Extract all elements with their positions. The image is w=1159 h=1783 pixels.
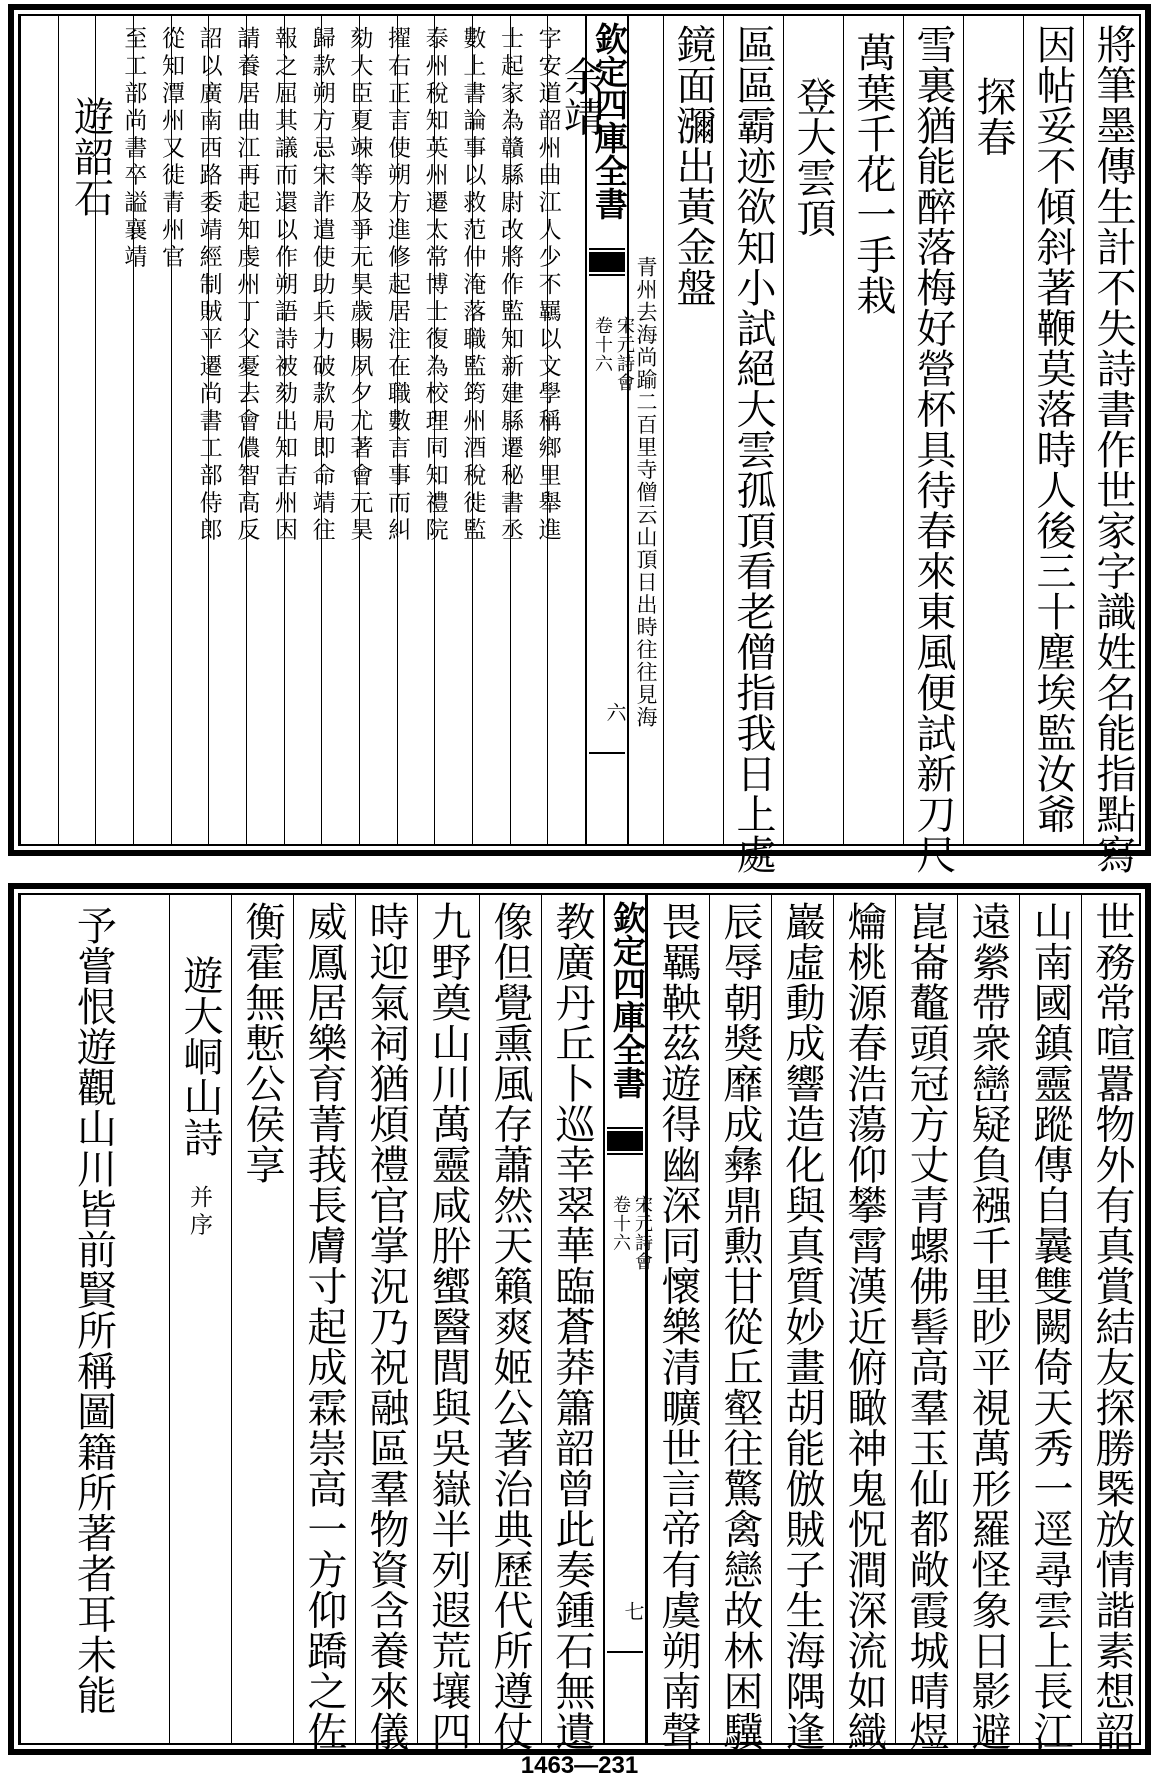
text-column bbox=[663, 16, 723, 844]
poem-column: 威鳳居樂育菁莪長膚寸起成霖崇高一方仰蹻之佐 bbox=[301, 901, 347, 1752]
text-column bbox=[1081, 895, 1143, 1752]
poem-column: 雪裏猶能醉落梅好營杯具待春來東風便試新刀尺 bbox=[910, 24, 956, 875]
page-number-line bbox=[607, 1651, 643, 1653]
biography-line: 劾大臣夏竦等及爭元昊歲賜夙夕尤著會元昊 bbox=[346, 26, 373, 545]
library-title: 欽定四庫全書 bbox=[608, 901, 647, 1099]
text-column bbox=[833, 895, 895, 1752]
fish-tail-mark bbox=[589, 252, 625, 272]
biography-line: 數上書論事以救范仲淹落職監筠州酒稅徙監 bbox=[459, 26, 486, 545]
poem-column: 九野奠山川萬靈咸肸蠁醫閭與吳嶽半列遐荒壤四 bbox=[425, 901, 471, 1752]
volume-number: 卷十六 bbox=[592, 316, 613, 373]
text-column bbox=[293, 895, 355, 1752]
poem-column: 像但覺熏風存蕭然天籟爽姬公著治典歷代所遵仗 bbox=[487, 901, 533, 1752]
poem-column: 區區霸迹欲知小試絕大雲孤頂看老僧指我日上處 bbox=[730, 24, 776, 875]
poem-column: 山南國鎮靈蹤傳自曩雙闕倚天秀一逕尋雲上長江 bbox=[1027, 901, 1073, 1752]
page-number: 六 bbox=[603, 702, 627, 722]
poem-column: 巖虛動成響造化與真質妙畫胡能倣賊子生海隅逢 bbox=[779, 901, 825, 1752]
poem-column: 崑崙鼇頭冠方丈青螺佛髻高羣玉仙都敞霞城晴煜 bbox=[903, 901, 949, 1752]
volume-number: 卷十六 bbox=[610, 1195, 631, 1252]
page-sheet-2 bbox=[8, 883, 1151, 1755]
text-column bbox=[417, 895, 479, 1752]
biography-line: 歸款朔方忌宋詐遣使助兵力破款局即命靖往 bbox=[308, 26, 335, 545]
title-note: 并序 bbox=[186, 1185, 212, 1240]
poem-column: 登大雲頂 bbox=[790, 76, 836, 238]
poem-column: 衡霍無慙公侯享 bbox=[239, 901, 285, 1185]
biography-line: 擢右正言使朔方進修起居注在職數言事而糾 bbox=[384, 26, 410, 545]
text-column bbox=[709, 895, 771, 1752]
book-title: 宋元詩會 bbox=[632, 1195, 653, 1271]
fish-tail-line bbox=[607, 1153, 643, 1163]
text-column bbox=[957, 895, 1019, 1752]
text-column bbox=[541, 895, 603, 1752]
biography-line: 請養居曲江再起知虔州丁父憂去會儂智高反 bbox=[233, 26, 260, 545]
book-title: 宋元詩會 bbox=[614, 316, 635, 392]
text-column bbox=[231, 895, 293, 1743]
page-frame-2 bbox=[18, 893, 1141, 1752]
text-column bbox=[1019, 895, 1081, 1752]
poem-column: 探春 bbox=[970, 76, 1016, 157]
poem-column: 遠縈帶衆巒疑負襁千里眇平視萬形羅怪象日影避 bbox=[965, 901, 1011, 1752]
text-column bbox=[20, 895, 169, 1743]
text-column bbox=[895, 895, 957, 1752]
poem-column: 爚桃源春浩蕩仰攀霄漢近俯瞰神鬼怳澗深流如織 bbox=[841, 901, 887, 1752]
biography-line: 字安道韶州曲江人少不羈以文學稱鄉里舉進 bbox=[534, 26, 561, 545]
text-column bbox=[647, 895, 709, 1752]
poem-column: 萬葉千花一手栽 bbox=[850, 32, 896, 316]
poem-column: 因帖妥不傾斜著鞭莫落時人後三十塵埃監汝爺 bbox=[1030, 24, 1076, 834]
text-column bbox=[771, 895, 833, 1752]
section-title: 遊大峒山詩 bbox=[177, 955, 223, 1158]
section-title: 余靖 bbox=[557, 56, 604, 137]
biography-line: 士起家為贛縣尉改將作監知新建縣遷秘書丞 bbox=[497, 26, 523, 545]
biography-line: 報之屈其議而還以作朔語詩被劾出知吉州因 bbox=[271, 26, 297, 545]
text-column bbox=[783, 16, 843, 844]
page-number: 七 bbox=[621, 1601, 645, 1621]
poem-column: 畏羈鞅茲遊得幽深同懷樂清曠世言帝有虞朔南聲 bbox=[655, 901, 701, 1752]
biography-line: 詔以廣南西路委靖經制賊平遷尚書工部侍郎 bbox=[195, 26, 222, 545]
text-column bbox=[963, 16, 1023, 844]
center-band bbox=[585, 16, 635, 844]
poem-column: 鏡面瀰出黃金盤 bbox=[670, 24, 716, 308]
poem-column: 世務常喧囂物外有真賞結友探勝槩放情諧素想韶 bbox=[1089, 901, 1135, 1752]
text-column bbox=[479, 895, 541, 1752]
poem-column: 將筆墨傳生計不失詩書作世家字識姓名能指點寫 bbox=[1090, 24, 1136, 875]
page-footer-number: 1463—231 bbox=[520, 1752, 639, 1779]
text-column bbox=[20, 16, 58, 844]
text-column bbox=[1083, 16, 1143, 875]
preface-line: 予嘗恨遊觀山川皆前賢所稱圖籍所著者耳未能 bbox=[70, 905, 117, 1715]
text-column bbox=[355, 895, 417, 1752]
page-number-line bbox=[589, 752, 625, 754]
text-column bbox=[58, 16, 114, 844]
biography-line: 泰州稅知英州遷太常博士復為校理同知禮院 bbox=[421, 26, 448, 545]
note-column bbox=[629, 16, 663, 844]
section-title: 遊韶石 bbox=[67, 96, 114, 218]
poem-column: 時迎氣祠猶煩禮官掌況乃祝融區羣物資含養來儀 bbox=[363, 901, 409, 1752]
center-band bbox=[603, 895, 653, 1743]
biography-line: 從知潭州又徙青州官 bbox=[158, 26, 184, 272]
text-column bbox=[169, 895, 231, 1743]
text-column bbox=[1023, 16, 1083, 844]
text-column bbox=[903, 16, 963, 875]
text-column bbox=[843, 16, 903, 844]
fish-tail-line bbox=[589, 274, 625, 284]
library-title: 欽定四庫全書 bbox=[590, 22, 629, 220]
poem-column: 教廣丹丘卜巡幸翠華臨蒼莽簫韶曾此奏鍾石無遺 bbox=[549, 901, 595, 1752]
page-frame-1 bbox=[18, 14, 1141, 875]
fish-tail-mark bbox=[607, 1131, 643, 1151]
center-title-box bbox=[607, 895, 647, 1129]
biography-line: 至工部尚書卒謚襄靖 bbox=[120, 26, 147, 272]
page-sheet-1 bbox=[8, 4, 1151, 875]
poem-column: 辰辱朝獎靡成彝鼎勲甘從丘壑往驚禽戀故林困驥 bbox=[717, 901, 763, 1752]
text-column bbox=[723, 16, 783, 875]
poem-note: 青州去海尚踰二百里寺僧云山頂日出時往往見海 bbox=[634, 256, 658, 729]
